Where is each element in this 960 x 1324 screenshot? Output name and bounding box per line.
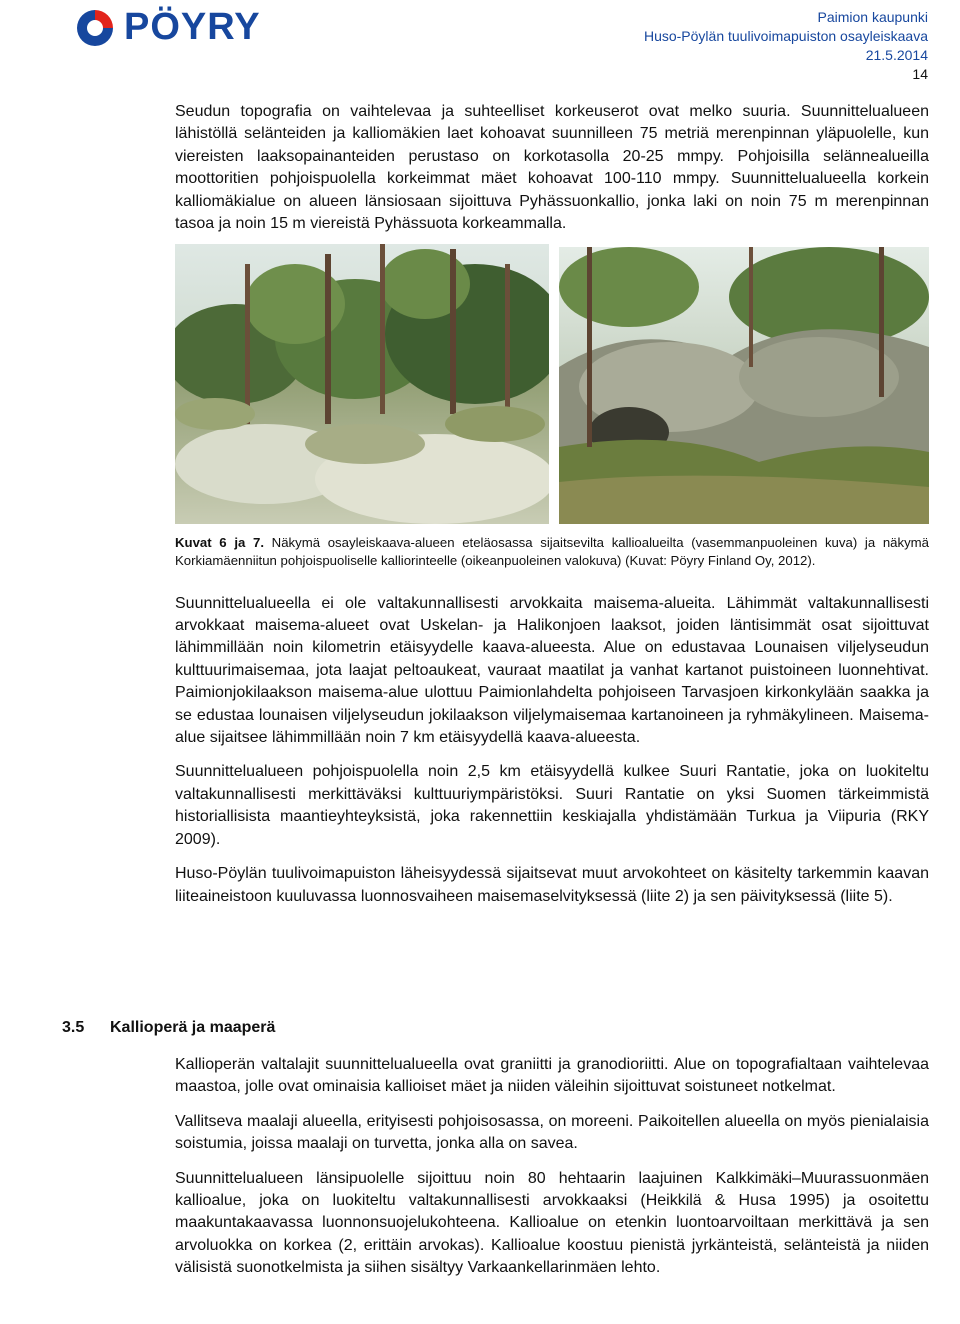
- section-content: [175, 1054, 929, 1280]
- page-header: [0, 0, 960, 90]
- caption-label: Kuvat 6 ja 7.: [175, 535, 264, 551]
- paragraph-suuri-rantatie: Suunnittelualueen pohjoispuolella noin 2,5 km etäisyydellä kulkee Suuri Rantatie, joka on luokiteltu valtakunnallisesti merkittäväksi kulttuuriympäristöksi. Suuri Rantatie on yksi Suomen tärkeimmistä historiallisista maantieyhteyksistä, joka rakennettiin keskiajalla yhdistämään Turkua ja Viipuria (RKY 2009).: [175, 763, 929, 848]
- photo-rocky-slope: [559, 247, 929, 524]
- page-number: 14: [912, 66, 928, 82]
- paragraph-bedrock: Kallioperän valtalajit suunnittelualueella ovat graniitti ja granodioriitti. Alue on topografialtaan vaihtelevaa maastoa, jolle ovat ominaisia kallioiset mäet ja niiden väleihin sijoittuvat soistuneet notkelmat.: [175, 1056, 929, 1096]
- paragraph-kalkkimaki: Suunnittelualueen länsipuolelle sijoittuu noin 80 hehtaarin laajuinen Kalkkimäki–Muurassuonmäen kallioalue, joka on luokiteltu valtakunnallisesti arvokkaaksi (Heikkilä & Husa 1995) ja osoitettu maakuntakaavassa luonnonsuojelukohteena. Kallioalue on etenkin luontoarvoiltaan merkittävä ja sen arvoluokka on korkea (2, erittäin arvokas). Kallioalue koostuu pienistä jyrkänteistä, selänteistä ja niiden välisistä suonotkelmista ja siihen sisältyy Varkaankellarinmäen lehto.: [175, 1169, 929, 1277]
- photo-rocky-forest: [175, 244, 549, 524]
- poyry-logo-mark-icon: [70, 6, 120, 50]
- section-number: 3.5: [62, 1019, 85, 1036]
- header-meta: [644, 8, 928, 65]
- paragraph-topography: Seudun topografia on vaihtelevaa ja suhteelliset korkeuserot ovat melko suuria. Suunnittelualueen lähistöllä selänteiden ja kalliomäkien laet kohoavat suunnilleen 75 metriä merenpinnan yläpuolelle, kun viereisten laaksopainanteiden perustaso on korkotasolla 20-25 mmpy. Pohjoisilla selännealueilla moottoritien pohjoispuolella korkeimmat mäet kohoavat 100-110 mmpy. Suunnittelualueella korkein kalliomäkialue on alueen länsiosaan sijoittuva Pyhässuonkallio, jonka laki on noin 75 m merenpinnan tasoa ja noin 15 m viereistä Pyhässuota korkeammalla.: [175, 103, 929, 233]
- logo-wordmark: PÖYRY: [124, 6, 261, 48]
- page-content: [175, 101, 929, 908]
- paragraph-landscape-areas: Suunnittelualueella ei ole valtakunnallisesti arvokkaita maisema-alueita. Lähimmät valtakunnallisesti arvokkaat maisema-alueet ovat Uskelan- ja Halikonjoen laaksot, joiden läntisimmät osat sijoittuvat lähimmillään noin kilometrin etäisyydelle kaava-alueesta. Alue on edustavaa Lounaisen viljelyseudun kulttuurimaisemaa, jota laajat peltoaukeat, vauraat maatilat ja vanhat kartanot puistoineen luonnehtivat. Paimionjokilaakson maisema-alue ulottuu Paimionlahdelta pohjoiseen Tarvasjoen kirkonkylään saakka ja se edustaa lounaisen viljelyseudun jokilaakson viljelymaisemaa kartanoineen ja ryhmäkylineen. Maisema-alue sijaitsee lähimmillään noin 7 km etäisyydellä kaava-alueesta.: [175, 594, 929, 747]
- header-project: Huso-Pöylän tuulivoimapuiston osayleiskaava: [643, 28, 928, 44]
- photo-row: [175, 244, 929, 526]
- header-client: Paimion kaupunki: [817, 9, 928, 25]
- paragraph-soil: Vallitseva maalaji alueella, erityisesti pohjoisosassa, on moreeni. Paikoitellen alueella on myös pienialaisia soistumia, joissa maalaji on turvetta, jonka alla on savea.: [175, 1112, 929, 1153]
- header-date: 21.5.2014: [865, 47, 928, 63]
- paragraph-other-values: Huso-Pöylän tuulivoimapuiston läheisyydessä sijaitsevat muut arvokohteet on käsitelty tarkemmin kaavan liiteaineistoon kuuluvassa luonnosvaiheen maisemaselvityksessä (liite 2) ja sen päivityksessä (liite 5).: [175, 865, 929, 905]
- section-title: Kallioperä ja maaperä: [110, 1019, 276, 1036]
- poyry-logo: [70, 6, 310, 50]
- section-heading: [62, 1019, 275, 1037]
- caption-text: Näkymä osayleiskaava-alueen eteläosassa sijaitsevilta kallioalueilta (vasemmanpuoleinen kuva) ja näkymä Korkiamäenniitun pohjoispuoliselle kalliorinteelle (oikeanpuoleinen valokuva) (Kuvat: Pöyry Finland Oy, 2012).: [175, 535, 929, 569]
- photo-caption: [175, 534, 929, 569]
